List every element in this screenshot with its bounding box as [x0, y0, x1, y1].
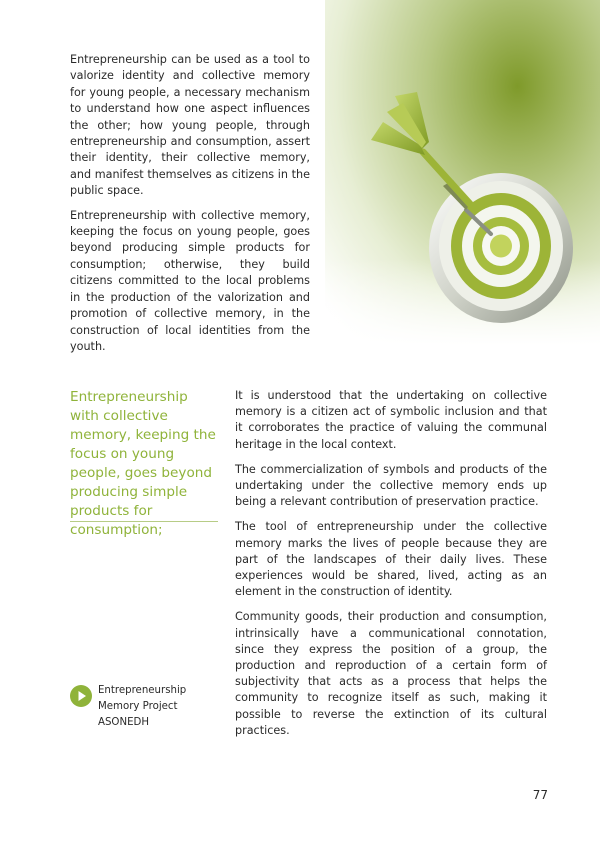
body-paragraph-3: The tool of entrepreneurship under the collective memory marks the lives of people because they are part of the landscapes of their daily lives. These experiences would be shared, lived, acting as an element in the construction of identity.: [235, 520, 547, 599]
target: [429, 173, 573, 323]
source-line-2: Memory Project: [98, 701, 178, 712]
body-paragraph-4: Community goods, their production and consumption, intrinsically have a communicational connotation, since they express the position of a group, the production and reproduction of a certain form of subjectivity that acts as a process that helps the community to recognize itself as such, making it possible to reverse the extinction of its cultural practices.: [235, 610, 547, 737]
pull-quote: Entrepreneurship with collective memory, keeping the focus on young people, goes beyond producing simple products for consumption;: [70, 389, 216, 538]
source-line-1: Entrepreneurship: [98, 685, 187, 696]
page-number: 77: [532, 788, 548, 802]
intro-text: [70, 52, 310, 363]
source-line-3: ASONEDH: [98, 717, 150, 728]
body-paragraph-1: It is understood that the undertaking on collective memory is a citizen act of symbolic inclusion and that it corroborates the practice of valuing the communal heritage in the local context.: [235, 389, 547, 451]
intro-paragraph-2: Entrepreneurship with collective memory, keeping the focus on young people, goes beyond producing simple products for consumption; otherwise, they build citizens committed to the local problems in the production of the valorization and promotion of collective memory, in the construction of local identities from the youth.: [70, 208, 310, 353]
project-source: [70, 683, 230, 731]
dart-target-illustration: [325, 0, 600, 345]
body-paragraph-2: The commercialization of symbols and products of the undertaking under the collective memory ends up being a relevant contribution of preservation practice.: [235, 462, 547, 509]
body-text: [235, 388, 547, 748]
pull-quote-divider: [70, 521, 218, 522]
intro-paragraph-1: Entrepreneurship can be used as a tool to valorize identity and collective memory for young people, a necessary mechanism to understand how one aspect influences the other; how young people, through entrepreneurship and consumption, assert their identity, their collective memory, and manifest themselves as citizens in the public space.: [70, 53, 310, 198]
project-source-text: [98, 683, 228, 731]
dart-target-image: [325, 0, 600, 345]
play-icon: [70, 685, 92, 707]
